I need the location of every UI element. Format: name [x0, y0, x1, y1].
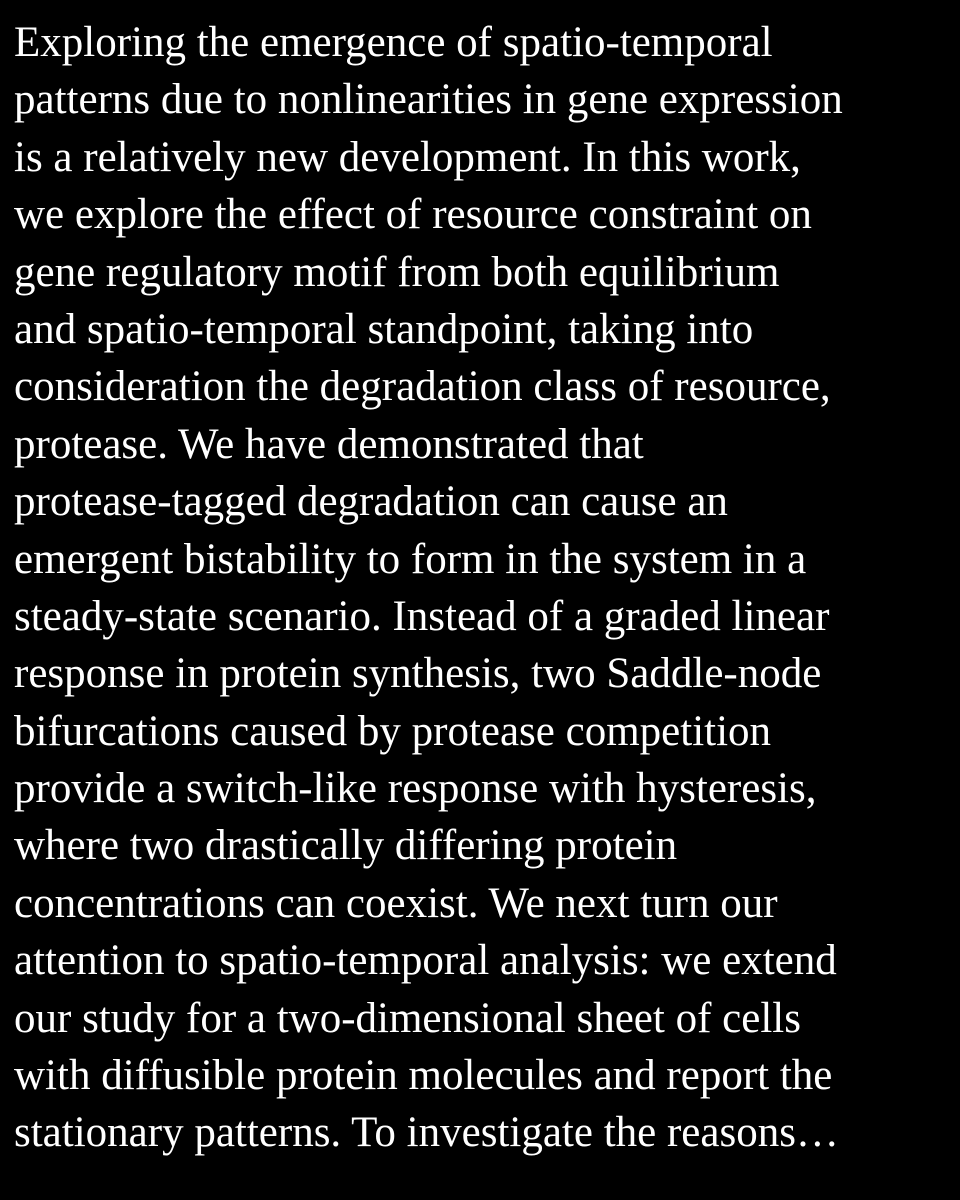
abstract-line: Exploring the emergence of spatio-temporal [14, 19, 773, 66]
abstract-line: with diffusible protein molecules and report the [14, 1052, 833, 1100]
abstract-line: and spatio-temporal standpoint, taking into [14, 305, 754, 353]
abstract-text [14, 14, 954, 1162]
abstract-line: concentrations can coexist. We next turn our [14, 879, 778, 927]
abstract-line: patterns due to nonlinearities in gene expression [14, 76, 843, 124]
abstract-line: attention to spatio-temporal analysis: we extend [14, 937, 837, 985]
abstract-line: response in protein synthesis, two Saddle-node [14, 650, 822, 698]
abstract-line: stationary patterns. To investigate the reasons… [14, 1109, 839, 1157]
abstract-line: protease. We have demonstrated that [14, 420, 644, 468]
abstract-line: is a relatively new development. In this work, [14, 133, 801, 181]
abstract-line: we explore the effect of resource constraint on [14, 191, 812, 239]
abstract-line: protease-tagged degradation can cause an [14, 478, 728, 526]
abstract-line: bifurcations caused by protease competition [14, 707, 772, 755]
abstract-line: where two drastically differing protein [14, 822, 678, 870]
abstract-line: our study for a two-dimensional sheet of cells [14, 994, 801, 1042]
abstract-line: gene regulatory motif from both equilibrium [14, 248, 780, 296]
abstract-line: provide a switch-like response with hysteresis, [14, 765, 817, 813]
abstract-line: emergent bistability to form in the system in a [14, 535, 807, 583]
abstract-line: steady-state scenario. Instead of a graded linear [14, 592, 830, 640]
abstract-line: consideration the degradation class of resource, [14, 363, 831, 411]
